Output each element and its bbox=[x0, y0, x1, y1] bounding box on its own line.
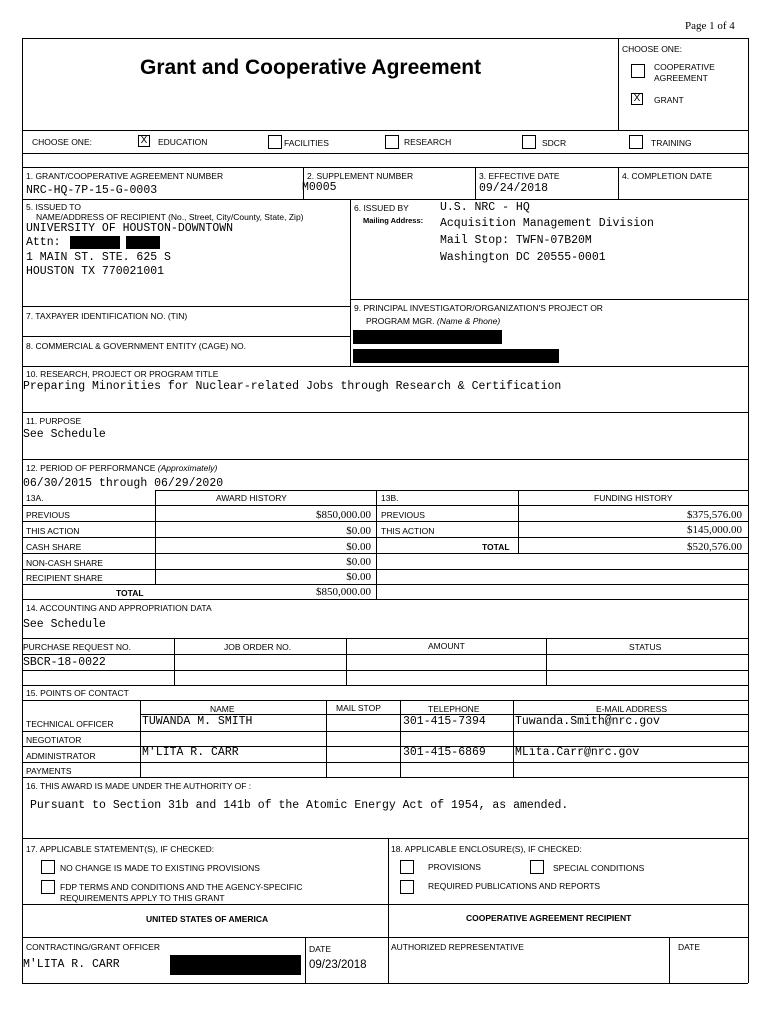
usa-label: UNITED STATES OF AMERICA bbox=[146, 914, 269, 924]
form-right-border bbox=[748, 38, 749, 983]
divider bbox=[22, 412, 748, 413]
divider bbox=[140, 700, 141, 777]
issuer-line-3: Washington DC 20555-0001 bbox=[440, 251, 606, 264]
block9-label-2b: (Name & Phone) bbox=[436, 316, 501, 326]
divider bbox=[22, 537, 748, 538]
redacted-signature bbox=[170, 955, 301, 975]
divider bbox=[350, 299, 748, 300]
redacted-attn-last bbox=[126, 236, 160, 249]
page-label: Page 1 of 4 bbox=[685, 20, 735, 32]
mailing-address-label: Mailing Address: bbox=[363, 216, 424, 225]
grant-label: GRANT bbox=[654, 95, 684, 105]
education-checkbox[interactable]: X bbox=[138, 135, 150, 147]
divider bbox=[22, 638, 748, 639]
required-publications-checkbox[interactable] bbox=[400, 880, 414, 894]
award-row-value: $0.00 bbox=[346, 525, 371, 537]
block6-label: 6. ISSUED BY bbox=[354, 203, 409, 213]
block12-label bbox=[26, 463, 217, 473]
issuer-line-1: Acquisition Management Division bbox=[440, 217, 654, 230]
poc-role: TECHNICAL OFFICER bbox=[26, 719, 114, 729]
block2-label: 2. SUPPLEMENT NUMBER bbox=[307, 171, 414, 181]
form-left-border bbox=[22, 38, 23, 983]
poc-header-mailstop: MAIL STOP bbox=[336, 703, 381, 713]
date-label: DATE bbox=[309, 944, 332, 954]
poc-role: NEGOTIATOR bbox=[26, 735, 82, 745]
poc-header-email: E-MAIL ADDRESS bbox=[596, 704, 668, 714]
divider bbox=[546, 638, 547, 685]
funding-num: 13B. bbox=[381, 493, 399, 503]
fdp-terms-label-1: FDP TERMS AND CONDITIONS AND THE AGENCY-SPECIFIC bbox=[60, 882, 303, 892]
cooperative-label-1: COOPERATIVE bbox=[654, 62, 715, 72]
research-checkbox[interactable] bbox=[385, 135, 399, 149]
facilities-checkbox[interactable] bbox=[268, 135, 282, 149]
award-header: AWARD HISTORY bbox=[216, 493, 287, 503]
provisions-label: PROVISIONS bbox=[428, 862, 481, 872]
divider bbox=[518, 490, 519, 553]
divider bbox=[174, 638, 175, 685]
officer-name: M'LITA R. CARR bbox=[23, 958, 120, 971]
funding-previous-label: PREVIOUS bbox=[381, 510, 425, 520]
divider bbox=[305, 937, 306, 983]
award-total-label: TOTAL bbox=[116, 588, 144, 598]
redacted-pi-phone bbox=[353, 349, 559, 363]
award-row-label: RECIPIENT SHARE bbox=[26, 573, 103, 583]
divider bbox=[475, 167, 476, 199]
block8-label: 8. COMMERCIAL & GOVERNMENT ENTITY (CAGE) NO. bbox=[26, 341, 246, 351]
block5-label: 5. ISSUED TO bbox=[26, 202, 81, 212]
award-row-label: PREVIOUS bbox=[26, 510, 70, 520]
divider bbox=[22, 762, 748, 763]
divider bbox=[22, 685, 748, 686]
divider bbox=[350, 199, 351, 366]
award-row-value: $0.00 bbox=[346, 556, 371, 568]
form-top-border bbox=[22, 38, 748, 39]
block4-label: 4. COMPLETION DATE bbox=[622, 171, 713, 181]
divider bbox=[326, 700, 327, 777]
divider bbox=[155, 490, 748, 491]
divider bbox=[22, 731, 748, 732]
divider bbox=[22, 904, 748, 905]
block18-label: 18. APPLICABLE ENCLOSURE(S), IF CHECKED: bbox=[391, 844, 582, 854]
facilities-label: FACILITIES bbox=[284, 138, 329, 148]
funding-previous-value: $375,576.00 bbox=[687, 509, 742, 521]
recipient-name: UNIVERSITY OF HOUSTON-DOWNTOWN bbox=[26, 222, 234, 235]
research-label: RESEARCH bbox=[404, 137, 452, 147]
grant-checkbox[interactable]: X bbox=[631, 93, 643, 105]
divider bbox=[22, 167, 748, 168]
poc-name: M'LITA R. CARR bbox=[142, 746, 239, 759]
award-row-value: $0.00 bbox=[346, 571, 371, 583]
award-num: 13A. bbox=[26, 493, 44, 503]
block12-label-b: (Approximately) bbox=[157, 463, 218, 473]
award-row-value: $850,000.00 bbox=[316, 509, 371, 521]
divider bbox=[618, 38, 619, 130]
required-publications-label: REQUIRED PUBLICATIONS AND REPORTS bbox=[428, 881, 601, 891]
provisions-checkbox[interactable] bbox=[400, 860, 414, 874]
job-order-label: JOB ORDER NO. bbox=[224, 642, 292, 652]
date2-label: DATE bbox=[678, 942, 701, 952]
divider bbox=[22, 700, 748, 701]
divider bbox=[400, 700, 401, 777]
divider bbox=[22, 584, 748, 585]
divider bbox=[22, 937, 748, 938]
recipient-address-2: HOUSTON TX 770021001 bbox=[26, 265, 165, 278]
divider bbox=[618, 167, 619, 199]
special-conditions-label: SPECIAL CONDITIONS bbox=[553, 863, 645, 873]
funding-total-value: $520,576.00 bbox=[687, 541, 742, 553]
divider bbox=[22, 670, 748, 671]
amount-label: AMOUNT bbox=[428, 641, 465, 651]
block12-label-a: 12. PERIOD OF PERFORMANCE bbox=[26, 463, 156, 473]
no-change-label: NO CHANGE IS MADE TO EXISTING PROVISIONS bbox=[60, 863, 260, 873]
purchase-request-number: SBCR-18-0022 bbox=[23, 656, 106, 669]
funding-this-action-value: $145,000.00 bbox=[687, 524, 742, 536]
divider bbox=[22, 459, 748, 460]
recipient-address-1: 1 MAIN ST. STE. 625 S bbox=[26, 251, 171, 264]
funding-header: FUNDING HISTORY bbox=[594, 493, 673, 503]
effective-date: 09/24/2018 bbox=[479, 182, 549, 195]
divider bbox=[22, 130, 748, 131]
divider bbox=[22, 336, 350, 337]
divider bbox=[22, 553, 748, 554]
divider bbox=[22, 599, 748, 600]
training-checkbox[interactable] bbox=[629, 135, 643, 149]
award-row-value: $0.00 bbox=[346, 541, 371, 553]
divider bbox=[22, 654, 748, 655]
recipient-attn: Attn: bbox=[26, 236, 61, 249]
redacted-pi-name bbox=[353, 330, 502, 344]
divider bbox=[346, 638, 347, 685]
block16-label: 16. THIS AWARD IS MADE UNDER THE AUTHORITY OF : bbox=[26, 781, 252, 791]
redacted-attn-first bbox=[70, 236, 120, 249]
status-label: STATUS bbox=[629, 642, 662, 652]
award-total-value: $850,000.00 bbox=[316, 586, 371, 598]
signature-date: 09/23/2018 bbox=[309, 959, 367, 971]
special-conditions-checkbox[interactable] bbox=[530, 860, 544, 874]
divider bbox=[22, 505, 748, 506]
divider bbox=[155, 490, 156, 584]
no-change-checkbox[interactable] bbox=[41, 860, 55, 874]
block7-label: 7. TAXPAYER IDENTIFICATION NO. (TIN) bbox=[26, 311, 188, 321]
fdp-terms-checkbox[interactable] bbox=[41, 880, 55, 894]
poc-role: PAYMENTS bbox=[26, 766, 72, 776]
block1-label: 1. GRANT/COOPERATIVE AGREEMENT NUMBER bbox=[26, 171, 224, 181]
choose-one-label: CHOOSE ONE: bbox=[32, 137, 92, 147]
poc-email: MLita.Carr@nrc.gov bbox=[515, 746, 640, 759]
project-title: Preparing Minorities for Nuclear-related Jobs through Research & Certification bbox=[23, 380, 562, 393]
poc-telephone: 301-415-6869 bbox=[403, 746, 486, 759]
divider bbox=[22, 838, 748, 839]
block3-label: 3. EFFECTIVE DATE bbox=[479, 171, 560, 181]
block11-label: 11. PURPOSE bbox=[26, 416, 82, 426]
divider bbox=[22, 199, 748, 200]
block9-label-2a: PROGRAM MGR. bbox=[366, 316, 435, 326]
poc-header-name: NAME bbox=[210, 704, 235, 714]
officer-label: CONTRACTING/GRANT OFFICER bbox=[26, 942, 160, 952]
choose-one-right-label: CHOOSE ONE: bbox=[622, 44, 682, 54]
purpose-value: See Schedule bbox=[23, 428, 106, 441]
funding-this-action-label: THIS ACTION bbox=[381, 526, 435, 536]
form-bottom-border bbox=[22, 983, 748, 984]
block10-label: 10. RESEARCH, PROJECT OR PROGRAM TITLE bbox=[26, 369, 219, 379]
divider bbox=[22, 366, 748, 367]
fdp-terms-label-2: REQUIREMENTS APPLY TO THIS GRANT bbox=[60, 893, 225, 903]
issuer-line-2: Mail Stop: TWFN-07B20M bbox=[440, 234, 592, 247]
divider bbox=[376, 490, 377, 599]
poc-header-telephone: TELEPHONE bbox=[428, 704, 480, 714]
award-row-label: NON-CASH SHARE bbox=[26, 558, 103, 568]
divider bbox=[22, 306, 350, 307]
divider bbox=[22, 521, 748, 522]
divider bbox=[388, 838, 389, 983]
block5-sublabel: NAME/ADDRESS OF RECIPIENT (No., Street, City/County, State, Zip) bbox=[36, 212, 304, 222]
funding-total-label: TOTAL bbox=[482, 542, 510, 552]
recipient-label: COOPERATIVE AGREEMENT RECIPIENT bbox=[466, 913, 632, 923]
sdcr-label: SDCR bbox=[542, 138, 567, 148]
block14-label: 14. ACCOUNTING AND APPROPRIATION DATA bbox=[26, 603, 212, 613]
cooperative-label-2: AGREEMENT bbox=[654, 73, 708, 83]
poc-email: Tuwanda.Smith@nrc.gov bbox=[515, 715, 660, 728]
form-title: Grant and Cooperative Agreement bbox=[140, 56, 482, 79]
divider bbox=[22, 777, 748, 778]
issuer-org: U.S. NRC - HQ bbox=[440, 201, 530, 214]
divider bbox=[513, 700, 514, 777]
award-row-label: THIS ACTION bbox=[26, 526, 80, 536]
poc-name: TUWANDA M. SMITH bbox=[142, 715, 253, 728]
training-label: TRAINING bbox=[651, 138, 692, 148]
divider bbox=[22, 569, 748, 570]
authorized-rep-label: AUTHORIZED REPRESENTATIVE bbox=[391, 942, 524, 952]
pr-label: PURCHASE REQUEST NO. bbox=[23, 642, 132, 652]
block15-label: 15. POINTS OF CONTACT bbox=[26, 688, 129, 698]
authority-value: Pursuant to Section 31b and 141b of the Atomic Energy Act of 1954, as amended. bbox=[30, 799, 569, 812]
supplement-number: M0005 bbox=[302, 181, 337, 194]
block9-label-1: 9. PRINCIPAL INVESTIGATOR/ORGANIZATION'S PROJECT OR bbox=[354, 303, 603, 313]
award-row-label: CASH SHARE bbox=[26, 542, 82, 552]
sdcr-checkbox[interactable] bbox=[522, 135, 536, 149]
period-of-performance: 06/30/2015 through 06/29/2020 bbox=[23, 477, 224, 490]
accounting-value: See Schedule bbox=[23, 618, 106, 631]
poc-telephone: 301-415-7394 bbox=[403, 715, 486, 728]
education-label: EDUCATION bbox=[158, 137, 208, 147]
poc-role: ADMINISTRATOR bbox=[26, 751, 96, 761]
divider bbox=[669, 937, 670, 983]
block17-label: 17. APPLICABLE STATEMENT(S), IF CHECKED: bbox=[26, 844, 215, 854]
block9-label-2 bbox=[366, 316, 500, 326]
grant-number: NRC-HQ-7P-15-G-0003 bbox=[26, 184, 158, 197]
cooperative-agreement-checkbox[interactable] bbox=[631, 64, 645, 78]
divider bbox=[22, 153, 748, 154]
